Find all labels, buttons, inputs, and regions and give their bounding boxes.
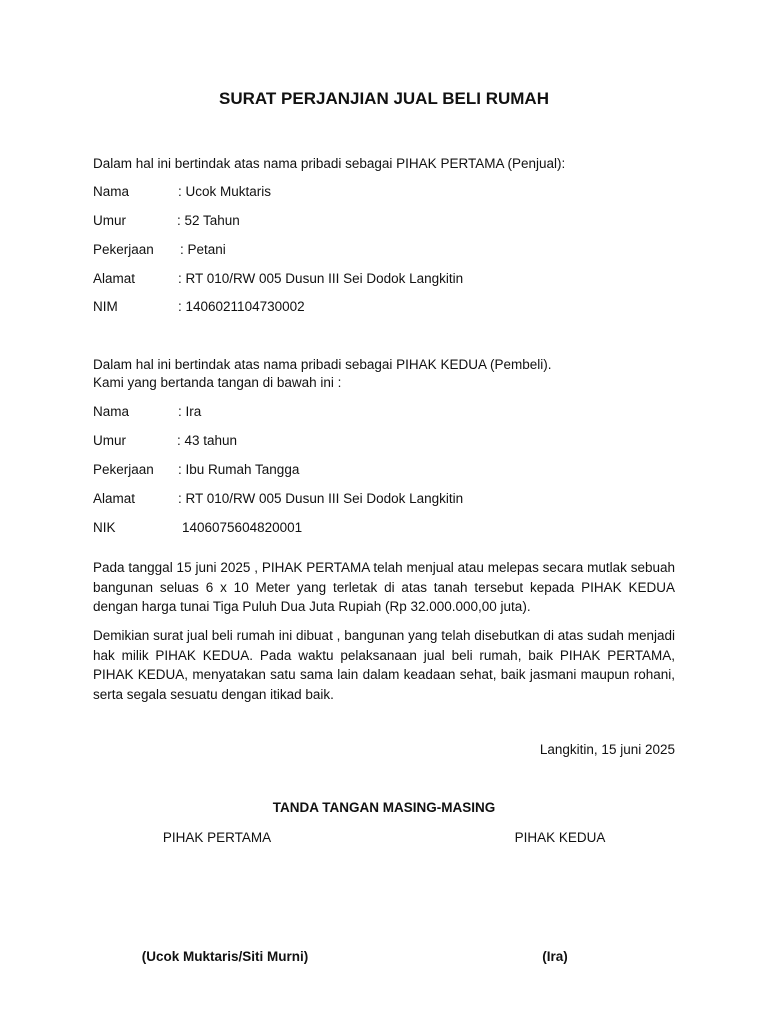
- party-one-intro: Dalam hal ini bertindak atas nama pribadi sebagai PIHAK PERTAMA (Penjual):: [93, 156, 566, 171]
- party-two-name-value: : Ira: [178, 404, 202, 419]
- party-two-address-label: Alamat: [93, 491, 136, 506]
- place-date: Langkitin, 15 juni 2025: [539, 742, 675, 757]
- party-two-age-value: : 43 tahun: [177, 433, 238, 448]
- sale-statement-paragraph: Pada tanggal 15 juni 2025 , PIHAK PERTAMA telah menjual atau melepas secara mutlak sebuah bangunan seluas 6 x 10 Meter yang terletak di atas tanah tersebut kepada PIHAK KEDUA dengan harga tunai Tiga Puluh Dua Juta Rupiah (Rp 32.000.000,00 juta).: [93, 560, 675, 614]
- party-two-intro-line-2: Kami yang bertanda tangan di bawah ini :: [93, 375, 342, 390]
- document-title: SURAT PERJANJIAN JUAL BELI RUMAH: [219, 89, 549, 108]
- party-one-id-label: NIM: [93, 299, 118, 314]
- party-two-name-label: Nama: [93, 404, 130, 419]
- closing-paragraph: Demikian surat jual beli rumah ini dibuat , bangunan yang telah disebutkan di atas sudah menjadi hak milik PIHAK KEDUA. Pada waktu pelaksanaan jual beli rumah, baik PIHAK PERTAMA, PIHAK KEDUA, menyatakan satu sama lain dalam keadaan sehat, baik jasmani maupun rohani, serta segala sesuatu dengan itikad baik.: [93, 628, 675, 702]
- party-one-address-label: Alamat: [93, 271, 136, 286]
- party-two-id-label: NIK: [93, 520, 116, 535]
- party-one-occupation-label: Pekerjaan: [93, 242, 154, 257]
- party-one-id-value: : 1406021104730002: [178, 299, 305, 314]
- party-two-address-value: : RT 010/RW 005 Dusun III Sei Dodok Langkitin: [178, 491, 464, 506]
- party-two-intro: Dalam hal ini bertindak atas nama pribadi sebagai PIHAK KEDUA (Pembeli).: [93, 357, 552, 372]
- signature-heading: TANDA TANGAN MASING-MASING: [272, 800, 496, 815]
- party-one-name-label: Nama: [93, 184, 130, 199]
- party-one-address-value: : RT 010/RW 005 Dusun III Sei Dodok Langkitin: [178, 271, 464, 286]
- signature-right-label: PIHAK KEDUA: [514, 830, 606, 845]
- signature-left-name: (Ucok Muktaris/Siti Murni): [141, 949, 309, 964]
- party-one-name-value: : Ucok Muktaris: [178, 184, 272, 199]
- party-two-occupation-label: Pekerjaan: [93, 462, 154, 477]
- party-one-age-value: : 52 Tahun: [177, 213, 240, 228]
- party-two-occupation-value: : Ibu Rumah Tangga: [178, 462, 300, 477]
- party-one-age-label: Umur: [93, 213, 126, 228]
- signature-right-name: (Ira): [542, 949, 568, 964]
- party-one-occupation-value: : Petani: [180, 242, 226, 257]
- signature-left-label: PIHAK PERTAMA: [162, 830, 272, 845]
- party-two-age-label: Umur: [93, 433, 126, 448]
- party-two-id-value: 1406075604820001: [182, 520, 303, 535]
